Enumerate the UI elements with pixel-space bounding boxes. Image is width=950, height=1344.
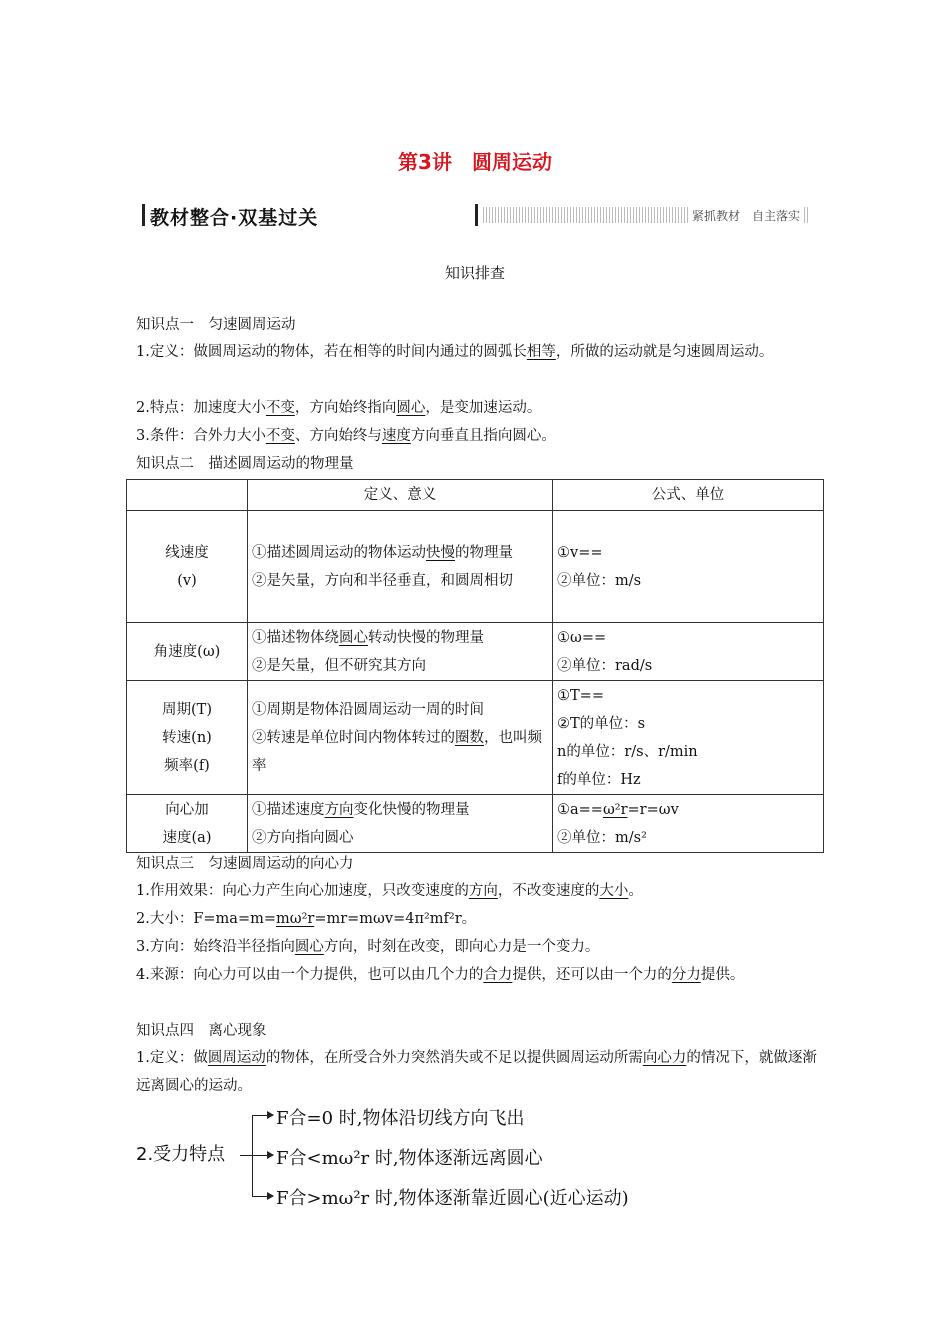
kp3-src-text: 4.来源：向心力可以由一个力提供，也可以由几个力的 bbox=[136, 967, 484, 983]
table-row bbox=[127, 795, 824, 853]
table-header-empty bbox=[127, 480, 248, 511]
kp3-effect bbox=[136, 877, 826, 905]
table-row bbox=[127, 511, 824, 623]
kp1-def-blank: 相等 bbox=[526, 344, 556, 360]
kp3-src-text-3: 提供。 bbox=[700, 967, 745, 983]
kp3-source bbox=[136, 961, 826, 989]
page-title: 第3讲 圆周运动 bbox=[398, 150, 552, 174]
kp1-cond-text: 3.条件：合外力大小 bbox=[136, 428, 266, 444]
quantities-table bbox=[126, 479, 824, 853]
force-diagram bbox=[136, 1104, 696, 1208]
cell-blank: 圆心 bbox=[339, 629, 368, 646]
kp1-definition bbox=[136, 338, 826, 366]
cell-line: ②是矢量，方向和半径垂直，和圆周相切 bbox=[252, 572, 513, 589]
kp1-feature-blank-2: 圆心 bbox=[396, 400, 426, 416]
cell-line: ②是矢量，但不研究其方向 bbox=[252, 657, 426, 674]
kp3-src-blank-2: 分力 bbox=[671, 967, 701, 983]
kp1-condition bbox=[136, 422, 826, 450]
cell-text: ②转速是单位时间内物体转过的 bbox=[252, 729, 455, 746]
cell-text: ①a== bbox=[557, 801, 603, 818]
banner-divider bbox=[475, 204, 478, 226]
kp3-mag-blank: mω²r bbox=[276, 911, 315, 927]
kp1-cond-blank-2: 速度 bbox=[381, 428, 411, 444]
table-header-row bbox=[127, 480, 824, 511]
table-cell bbox=[248, 681, 553, 795]
kp4-definition bbox=[136, 1044, 826, 1100]
cell-text: ，也叫频率 bbox=[252, 729, 542, 774]
kp3-direction bbox=[136, 933, 826, 961]
unit-line: f的单位：Hz bbox=[557, 771, 641, 788]
unit-line: n的单位：r/s、r/min bbox=[557, 743, 698, 760]
table-cell bbox=[127, 511, 248, 623]
force-case: F合>mω²r 时,物体逐渐靠近圆心(近心运动) bbox=[276, 1188, 629, 1209]
table-cell bbox=[553, 511, 824, 623]
banner-subtitle: 紧抓教材 自主落实 bbox=[688, 207, 804, 224]
kp1-feature-text-3: ，是变加速运动。 bbox=[425, 400, 542, 416]
row-symbol: (v) bbox=[177, 572, 197, 589]
kp3-eff-text: 1.作用效果：向心力产生向心加速度，只改变速度的 bbox=[136, 883, 469, 899]
unit-line: ②单位：m/s bbox=[557, 572, 642, 589]
cell-line bbox=[252, 539, 548, 567]
kp3-eff-text-2: ，不改变速度的 bbox=[497, 883, 600, 899]
cell-line bbox=[252, 724, 548, 780]
table-cell: 角速度(ω) bbox=[127, 623, 248, 681]
force-case: F合<mω²r 时,物体逐渐远离圆心 bbox=[276, 1148, 543, 1169]
table-header: 定义、意义 bbox=[248, 480, 553, 511]
table-cell bbox=[127, 795, 248, 853]
kp1-heading: 知识点一 匀速圆周运动 bbox=[136, 317, 296, 333]
arrow-right-icon bbox=[253, 1155, 273, 1156]
cell-text: =r=ωv bbox=[627, 801, 679, 818]
table-cell bbox=[248, 511, 553, 623]
kp3-dir-text: 3.方向：始终沿半径指向 bbox=[136, 939, 295, 955]
kp4-def-text: 1.定义：做 bbox=[136, 1050, 208, 1066]
cell-line bbox=[252, 624, 548, 652]
kp3-eff-blank-2: 大小 bbox=[599, 883, 629, 899]
kp1-feature-text: 2.特点：加速度大小 bbox=[136, 400, 266, 416]
kp4-heading: 知识点四 离心现象 bbox=[136, 1023, 267, 1039]
kp2-heading: 知识点二 描述圆周运动的物理量 bbox=[136, 456, 354, 472]
cell-line: ②方向指向圆心 bbox=[252, 829, 354, 846]
cell-blank: ω²r bbox=[602, 801, 628, 818]
kp4-def-blank-1: 圆周运动 bbox=[207, 1050, 266, 1066]
kp3-magnitude bbox=[136, 905, 826, 933]
table-cell bbox=[553, 681, 824, 795]
table-cell bbox=[248, 795, 553, 853]
kp1-def-text: 1.定义：做圆周运动的物体，若在相等的时间内通过的圆弧长 bbox=[136, 344, 527, 360]
kp3-src-text-2: 提供，还可以由一个力的 bbox=[512, 967, 672, 983]
table-cell bbox=[553, 623, 824, 681]
arrow-right-icon bbox=[253, 1115, 273, 1116]
cell-line bbox=[252, 796, 548, 824]
table-cell bbox=[127, 681, 248, 795]
row-name: 转速(n) bbox=[162, 729, 212, 746]
kp3-mag-text: 2.大小：F=ma=m= bbox=[136, 911, 276, 927]
kp3-heading: 知识点三 匀速圆周运动的向心力 bbox=[136, 856, 354, 872]
table-header: 公式、单位 bbox=[553, 480, 824, 511]
cell-text: 变化快慢的物理量 bbox=[353, 801, 470, 818]
cell-blank: 快慢 bbox=[426, 544, 455, 561]
row-name: 线速度 bbox=[165, 544, 209, 561]
kp4-def-blank-2: 向心力 bbox=[642, 1050, 687, 1066]
table-cell bbox=[248, 623, 553, 681]
kp1-feature bbox=[136, 394, 826, 422]
section-banner bbox=[142, 203, 810, 227]
kp1-feature-text-2: ，方向始终指向 bbox=[294, 400, 397, 416]
kp3-src-blank-1: 合力 bbox=[483, 967, 513, 983]
kp3-dir-blank: 圆心 bbox=[294, 939, 324, 955]
cell-text: 的物理量 bbox=[455, 544, 513, 561]
formula-line: ①T== bbox=[557, 687, 604, 704]
formula-line: ①ω== bbox=[557, 629, 607, 646]
kp3-mag-text-2: =mr=mωv=4π²mf²r。 bbox=[314, 911, 477, 927]
arrow-right-icon bbox=[253, 1196, 273, 1197]
bracket-line bbox=[252, 1115, 253, 1197]
section-title: 知识排查 bbox=[444, 264, 505, 282]
kp4-def-text-3: 的情况下，就做逐渐远离圆心的运动。 bbox=[136, 1050, 817, 1094]
formula-line bbox=[557, 796, 819, 824]
kp1-cond-text-2: 、方向始终与 bbox=[294, 428, 382, 444]
formula-line: ①v== bbox=[557, 544, 603, 561]
cell-text: 转动快慢的物理量 bbox=[368, 629, 484, 646]
banner-mark bbox=[142, 204, 145, 226]
cell-blank: 圈数 bbox=[455, 729, 484, 746]
kp1-cond-text-3: 方向垂直且指向圆心。 bbox=[410, 428, 556, 444]
force-label: 2.受力特点 bbox=[136, 1144, 226, 1165]
row-name: 周期(T) bbox=[162, 701, 212, 718]
banner-title: 教材整合·双基过关 bbox=[150, 207, 319, 229]
unit-line: ②单位：m/s² bbox=[557, 829, 647, 846]
table-row bbox=[127, 623, 824, 681]
unit-line: ②单位：rad/s bbox=[557, 657, 653, 674]
row-name: 速度(a) bbox=[162, 829, 212, 846]
row-name: 向心加 bbox=[165, 801, 209, 818]
row-name: 频率(f) bbox=[164, 757, 210, 774]
cell-text: ①描述物体绕 bbox=[252, 629, 339, 646]
force-case: F合=0 时,物体沿切线方向飞出 bbox=[276, 1108, 525, 1129]
kp1-feature-blank-1: 不变 bbox=[265, 400, 295, 416]
kp3-eff-text-3: 。 bbox=[628, 883, 643, 899]
unit-line: ②T的单位：s bbox=[557, 715, 646, 732]
table-row bbox=[127, 681, 824, 795]
kp3-eff-blank-1: 方向 bbox=[468, 883, 498, 899]
cell-line: ①周期是物体沿圆周运动一周的时间 bbox=[252, 701, 484, 718]
kp1-def-text-end: ，所做的运动就是匀速圆周运动。 bbox=[555, 344, 774, 360]
cell-text: ①描述圆周运动的物体运动 bbox=[252, 544, 426, 561]
kp1-cond-blank-1: 不变 bbox=[265, 428, 295, 444]
cell-text: ①描述速度 bbox=[252, 801, 325, 818]
table-cell bbox=[553, 795, 824, 853]
kp3-dir-text-2: 方向，时刻在改变，即向心力是一个变力。 bbox=[323, 939, 600, 955]
cell-blank: 方向 bbox=[324, 801, 354, 818]
kp4-def-text-2: 的物体，在所受合外力突然消失或不足以提供圆周运动所需 bbox=[265, 1050, 643, 1066]
